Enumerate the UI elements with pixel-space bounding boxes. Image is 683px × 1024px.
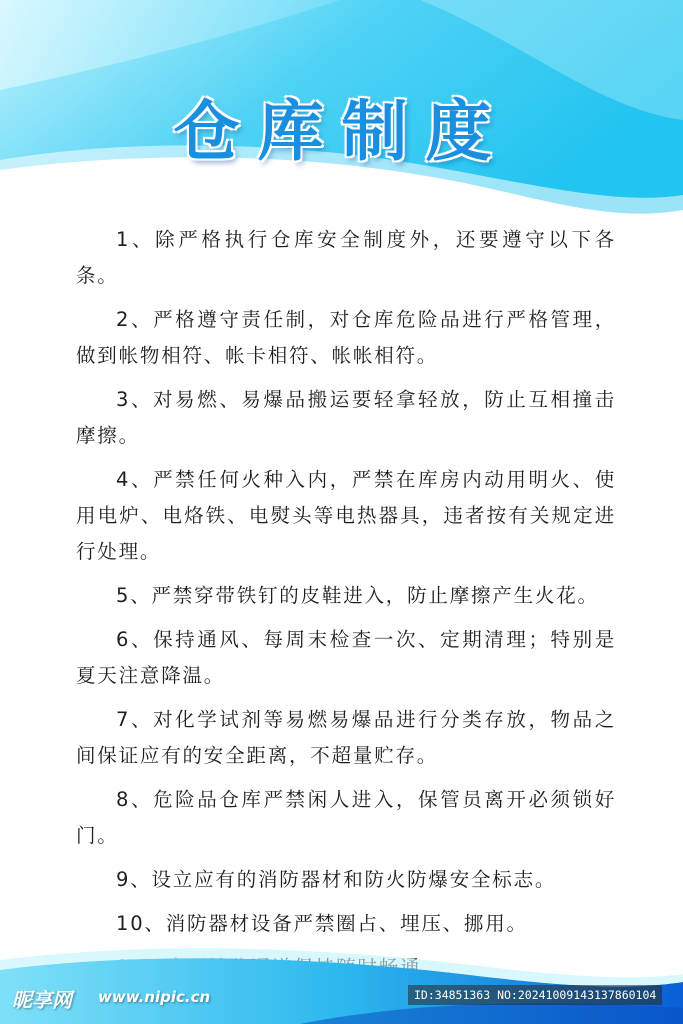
rule-item: 6、保持通风、每周末检查一次、定期清理；特别是夏天注意降温。 (76, 628, 616, 687)
rule-item: 5、严禁穿带铁钉的皮鞋进入，防止摩擦产生火花。 (116, 584, 599, 607)
rule-item: 9、设立应有的消防器材和防火防爆安全标志。 (116, 868, 557, 891)
rule-item: 1、除严格执行仓库安全制度外，还要遵守以下各条。 (76, 228, 616, 287)
rule-item: 3、对易燃、易爆品搬运要轻拿轻放，防止互相撞击摩擦。 (76, 388, 616, 447)
rule-item: 7、对化学试剂等易燃易爆品进行分类存放，物品之间保证应有的安全距离，不超量贮存。 (76, 708, 616, 767)
rule-item: 4、严禁任何火种入内，严禁在库房内动用明火、使用电炉、电烙铁、电熨头等电热器具，违者按有关规定进行处理。 (76, 468, 616, 563)
watermark-url: www.nipic.cn (98, 988, 211, 1006)
rule-item: 10、消防器材设备严禁圈占、埋压、挪用。 (116, 912, 528, 935)
rules-list (76, 222, 616, 994)
rule-item: 8、危险品仓库严禁闲人进入，保管员离开必须锁好门。 (76, 788, 616, 847)
bottom-wave-background (0, 930, 683, 1024)
rule-item: 2、严格遵守责任制，对仓库危险品进行严格管理，做到帐物相符、帐卡相符、帐帐相符。 (76, 308, 616, 367)
watermark-logo: 昵享网 (12, 988, 72, 1012)
page-title: 仓库制度 (173, 93, 510, 170)
watermark-id: ID:34851363 NO:20241009143137860104 (408, 985, 662, 1005)
